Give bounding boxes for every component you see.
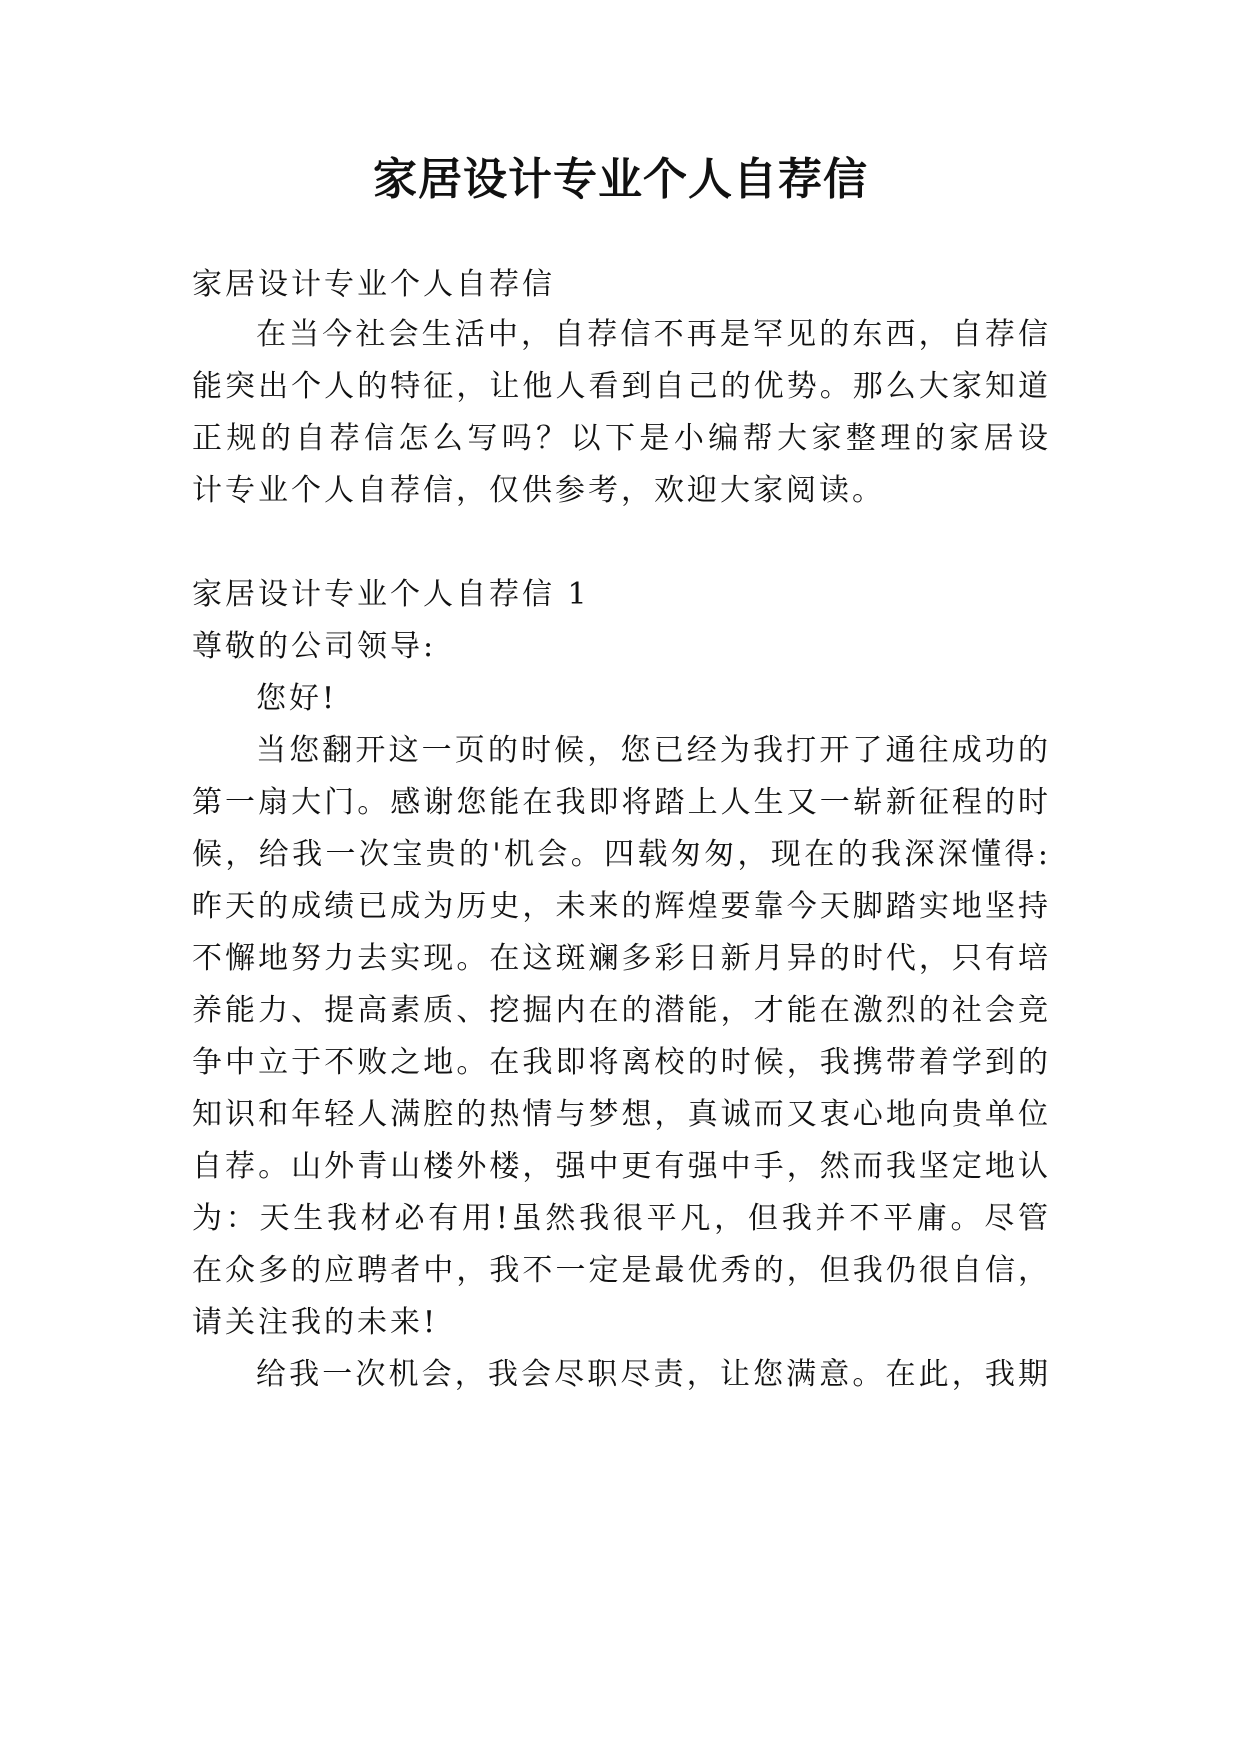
body-line: 争中立于不败之地。在我即将离校的时候，我携带着学到的 <box>192 1045 1048 1080</box>
body-line: 养能力、提高素质、挖掘内在的潜能，才能在激烈的社会竞 <box>192 993 1048 1028</box>
body-line: 昨天的成绩已成为历史，未来的辉煌要靠今天脚踏实地坚持 <box>192 889 1048 924</box>
body-line: 请关注我的未来! <box>192 1305 439 1340</box>
salutation: 尊敬的公司领导: <box>192 629 437 664</box>
intro-line: 正规的自荐信怎么写吗？以下是小编帮大家整理的家居设 <box>192 421 1048 456</box>
body-line: 为：天生我材必有用!虽然我很平凡，但我并不平庸。尽管 <box>192 1201 1048 1236</box>
letter-heading: 家居设计专业个人自荐信 1 <box>192 577 590 612</box>
body-line: 不懈地努力去实现。在这斑斓多彩日新月异的时代，只有培 <box>192 941 1048 976</box>
body-line: 候，给我一次宝贵的'机会。四载匆匆，现在的我深深懂得: <box>192 837 1048 872</box>
body-line: 给我一次机会，我会尽职尽责，让您满意。在此，我期 <box>256 1357 1048 1392</box>
document-subtitle: 家居设计专业个人自荐信 <box>192 267 555 302</box>
intro-line: 在当今社会生活中，自荐信不再是罕见的东西，自荐信 <box>256 317 1048 352</box>
body-line: 自荐。山外青山楼外楼，强中更有强中手，然而我坚定地认 <box>192 1149 1048 1184</box>
intro-line: 计专业个人自荐信，仅供参考，欢迎大家阅读。 <box>192 473 885 508</box>
body-line: 在众多的应聘者中，我不一定是最优秀的，但我仍很自信， <box>192 1253 1048 1288</box>
body-line: 第一扇大门。感谢您能在我即将踏上人生又一崭新征程的时 <box>192 785 1048 820</box>
greeting: 您好! <box>256 681 338 716</box>
intro-line: 能突出个人的特征，让他人看到自己的优势。那么大家知道 <box>192 369 1048 404</box>
body-line: 当您翻开这一页的时候，您已经为我打开了通往成功的 <box>256 733 1048 768</box>
body-line: 知识和年轻人满腔的热情与梦想，真诚而又衷心地向贵单位 <box>192 1097 1048 1132</box>
document-title: 家居设计专业个人自荐信 <box>373 154 868 205</box>
